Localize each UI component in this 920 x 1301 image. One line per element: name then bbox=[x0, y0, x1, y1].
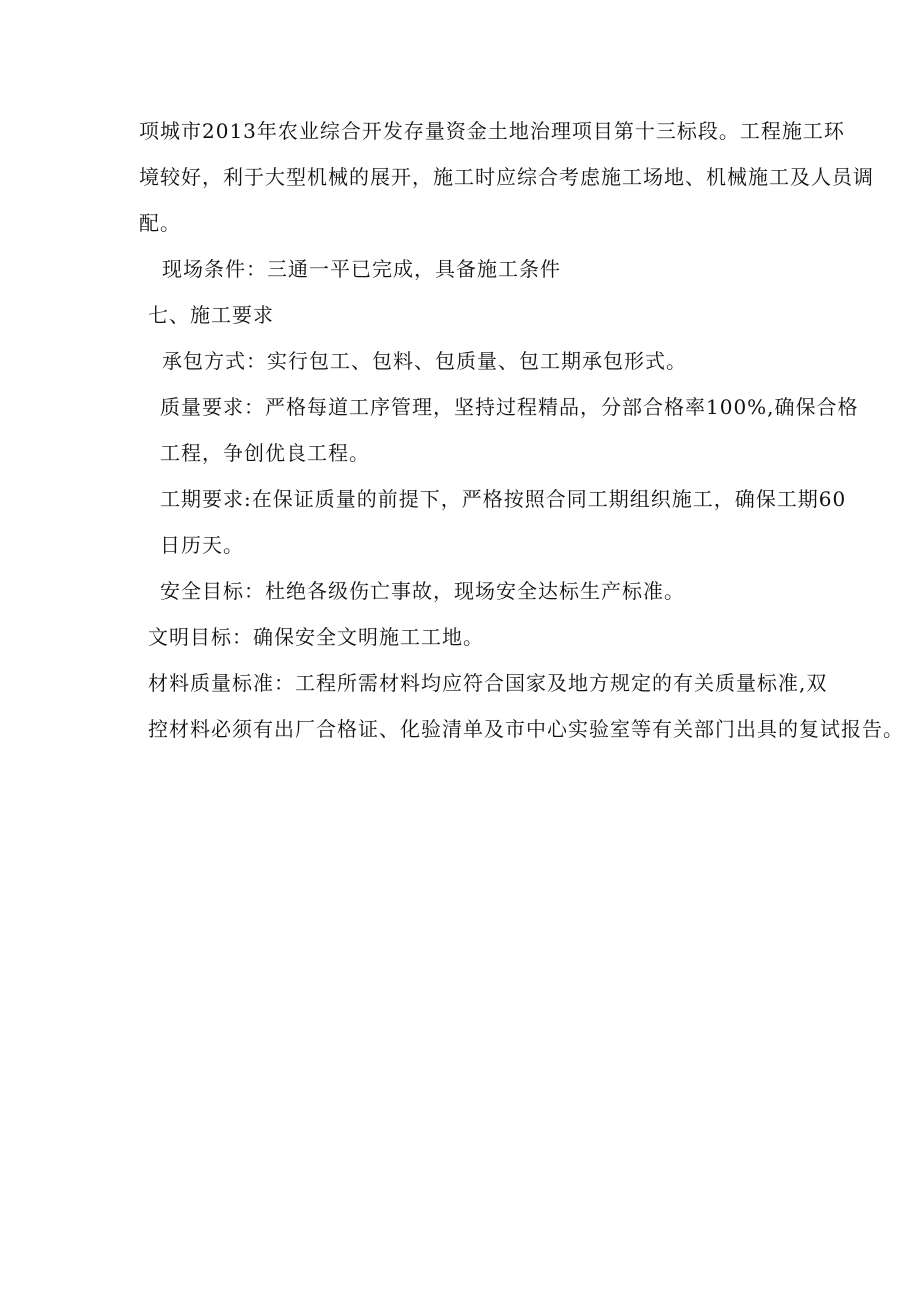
text-line: 工期要求:在保证质量的前提下，严格按照合同工期组织施工，确保工期60 bbox=[160, 487, 847, 511]
text-line: 配。 bbox=[139, 211, 181, 235]
text-line: 项城市2013年农业综合开发存量资金土地治理项目第十三标段。工程施工环 bbox=[139, 119, 845, 143]
text-line: 现场条件：三通一平已完成，具备施工条件 bbox=[162, 257, 561, 281]
paragraph-material-quality-standard bbox=[110, 660, 904, 752]
paragraph-civilization-goal bbox=[110, 614, 820, 660]
paragraph-contract-method bbox=[110, 338, 820, 384]
text-line: 境较好，利于大型机械的展开，施工时应综合考虑施工场地、机械施工及人员调 bbox=[139, 165, 874, 189]
text-line: 安全目标：杜绝各级伤亡事故，现场安全达标生产标准。 bbox=[160, 579, 685, 603]
text-line: 承包方式：实行包工、包料、包质量、包工期承包形式。 bbox=[162, 349, 687, 373]
text-line: 质量要求：严格每道工序管理，坚持过程精品，分部合格率100%,确保合格 bbox=[160, 395, 859, 419]
paragraph-schedule-requirements bbox=[110, 476, 847, 568]
paragraph-site-conditions bbox=[110, 246, 820, 292]
text-line: 工程，争创优良工程。 bbox=[160, 441, 370, 465]
paragraph-quality-requirements bbox=[110, 384, 859, 476]
text-line: 文明目标：确保安全文明施工工地。 bbox=[148, 625, 484, 649]
text-line: 材料质量标准：工程所需材料均应符合国家及地方规定的有关质量标准,双 bbox=[148, 671, 828, 695]
text-line: 控材料必须有出厂合格证、化验清单及市中心实验室等有关部门出具的复试报告。 bbox=[148, 717, 904, 741]
section-heading: 七、施工要求 bbox=[148, 303, 274, 327]
paragraph-safety-goal bbox=[110, 568, 820, 614]
paragraph-project-overview bbox=[110, 108, 874, 246]
text-line: 日历天。 bbox=[160, 533, 244, 557]
section-heading-construction-requirements bbox=[110, 292, 820, 338]
